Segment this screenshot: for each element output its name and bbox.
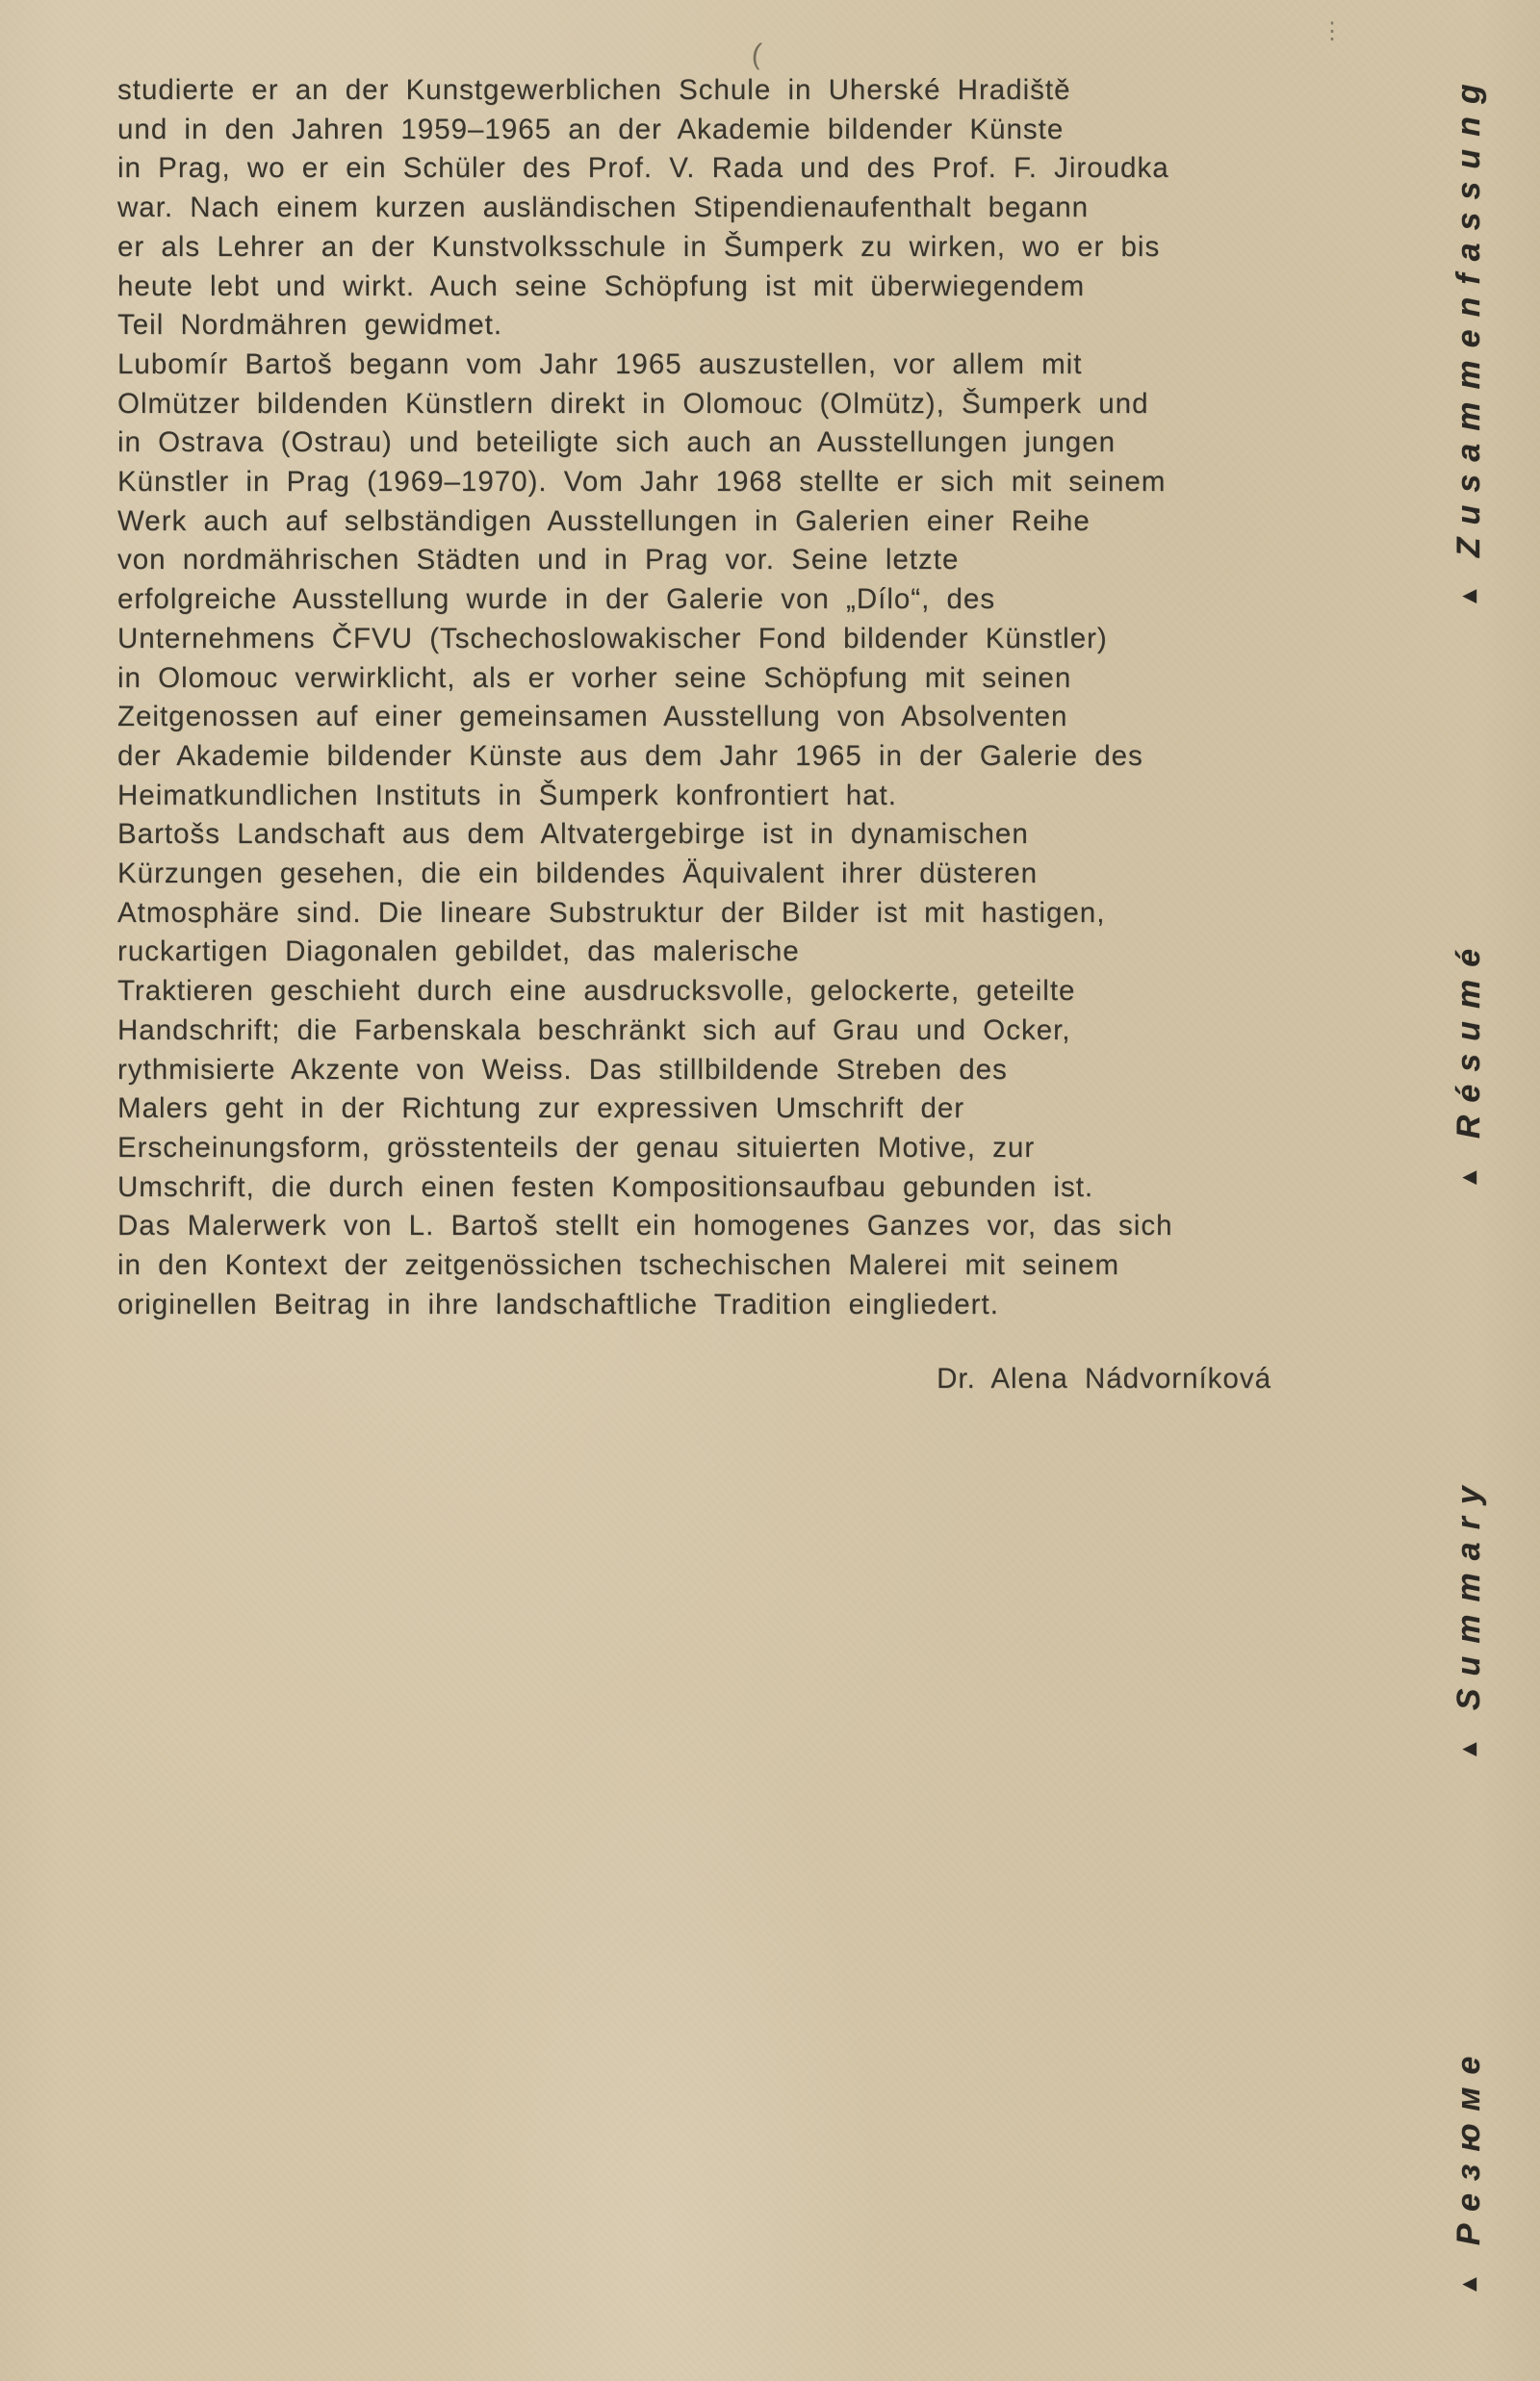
triangle-icon: ▲ [1455,1737,1482,1761]
triangle-icon: ▲ [1455,584,1482,608]
text-line: originellen Beitrag in ihre landschaftliche Tradition eingliedert. [117,1288,999,1320]
text-line: und in den Jahren 1959–1965 an der Akademie bildender Künste [117,113,1065,145]
margin-label-resume [1450,936,1491,1190]
text-line: war. Nach einem kurzen ausländischen Stipendienaufenthalt begann [117,192,1090,224]
text-line: Umschrift, die durch einen festen Kompositionsaufbau gebunden ist. [117,1170,1094,1203]
scan-artifact-dots: ⋮ [1321,18,1344,44]
text-line: erfolgreiche Ausstellung wurde in der Galerie von „Dílo“, des [117,583,996,616]
scan-artifact-mark: ( [750,38,763,71]
text-line: der Akademie bildender Künste aus dem Jahr 1965 in der Galerie des [117,739,1143,772]
text-line: Heimatkundlichen Instituts in Šumperk konfrontiert hat. [117,779,897,811]
text-line: von nordmährischen Städten und in Prag vor. Seine letzte [117,544,960,576]
margin-label-text: Résumé [1450,935,1487,1139]
text-line: studierte er an der Kunstgewerblichen Schule in Uherské Hradiště [117,74,1071,106]
text-line: Traktieren geschieht durch eine ausdrucksvolle, gelockerte, geteilte [117,975,1076,1008]
margin-label-text: Zusammenfassung [1450,71,1487,558]
margin-label-zusammenfassung [1450,71,1491,608]
text-line: Olmützer bildenden Künstlern direkt in Olomouc (Olmütz), Šumperk und [117,387,1149,420]
text-line: Das Malerwerk von L. Bartoš stellt ein homogenes Ganzes vor, das sich [117,1210,1173,1242]
text-line: Erscheinungsform, grösstenteils der genau situierten Motive, zur [117,1131,1036,1164]
margin-label-summary [1450,1473,1491,1761]
text-line: ruckartigen Diagonalen gebildet, das malerische [117,935,800,968]
text-line: in Olomouc verwirklicht, als er vorher seine Schöpfung mit seinen [117,661,1072,694]
text-line: er als Lehrer an der Kunstvolksschule in Šumperk zu wirken, wo er bis [117,230,1161,263]
text-line: Unternehmens ČFVU (Tschechoslowakischer Fond bildender Künstler) [117,622,1108,654]
text-line: in Prag, wo er ein Schüler des Prof. V. Rada und des Prof. F. Jiroudka [117,152,1169,185]
margin-label-text: Summary [1450,1473,1487,1711]
text-line: Atmosphäre sind. Die lineare Substruktur der Bilder ist mit hastigen, [117,896,1106,929]
margin-label-text: Резюме [1450,2043,1487,2246]
text-line: Handschrift; die Farbenskala beschränkt sich auf Grau und Ocker, [117,1013,1071,1046]
text-line: Kürzungen gesehen, die ein bildendes Äquivalent ihrer düsteren [117,858,1039,890]
text-line: Teil Nordmähren gewidmet. [117,309,503,342]
text-line: Bartošs Landschaft aus dem Altvatergebirge ist in dynamischen [117,818,1029,851]
text-line: Lubomír Bartoš begann vom Jahr 1965 auszustellen, vor allem mit [117,347,1083,380]
summary-text-block [117,71,1287,1398]
triangle-icon: ▲ [1455,2272,1482,2296]
text-line: in Ostrava (Ostrau) und beteiligte sich auch an Ausstellungen jungen [117,426,1116,459]
signature: Dr. Alena Nádvorníková [937,1362,1271,1395]
text-line: Künstler in Prag (1969–1970). Vom Jahr 1968 stellte er sich mit seinem [117,466,1167,499]
text-line: Zeitgenossen auf einer gemeinsamen Ausstellung von Absolventen [117,701,1068,733]
text-line: Malers geht in der Richtung zur expressiven Umschrift der [117,1092,965,1125]
text-line: heute lebt und wirkt. Auch seine Schöpfung ist mit überwiegendem [117,269,1086,302]
triangle-icon: ▲ [1455,1165,1482,1190]
text-line: in den Kontext der zeitgenössichen tschechischen Malerei mit seinem [117,1249,1120,1282]
text-line: Werk auch auf selbständigen Ausstellungen in Galerien einer Reihe [117,504,1091,537]
text-line: rythmisierte Akzente von Weiss. Das stillbildende Streben des [117,1053,1008,1086]
margin-label-rezyume [1450,2044,1491,2296]
